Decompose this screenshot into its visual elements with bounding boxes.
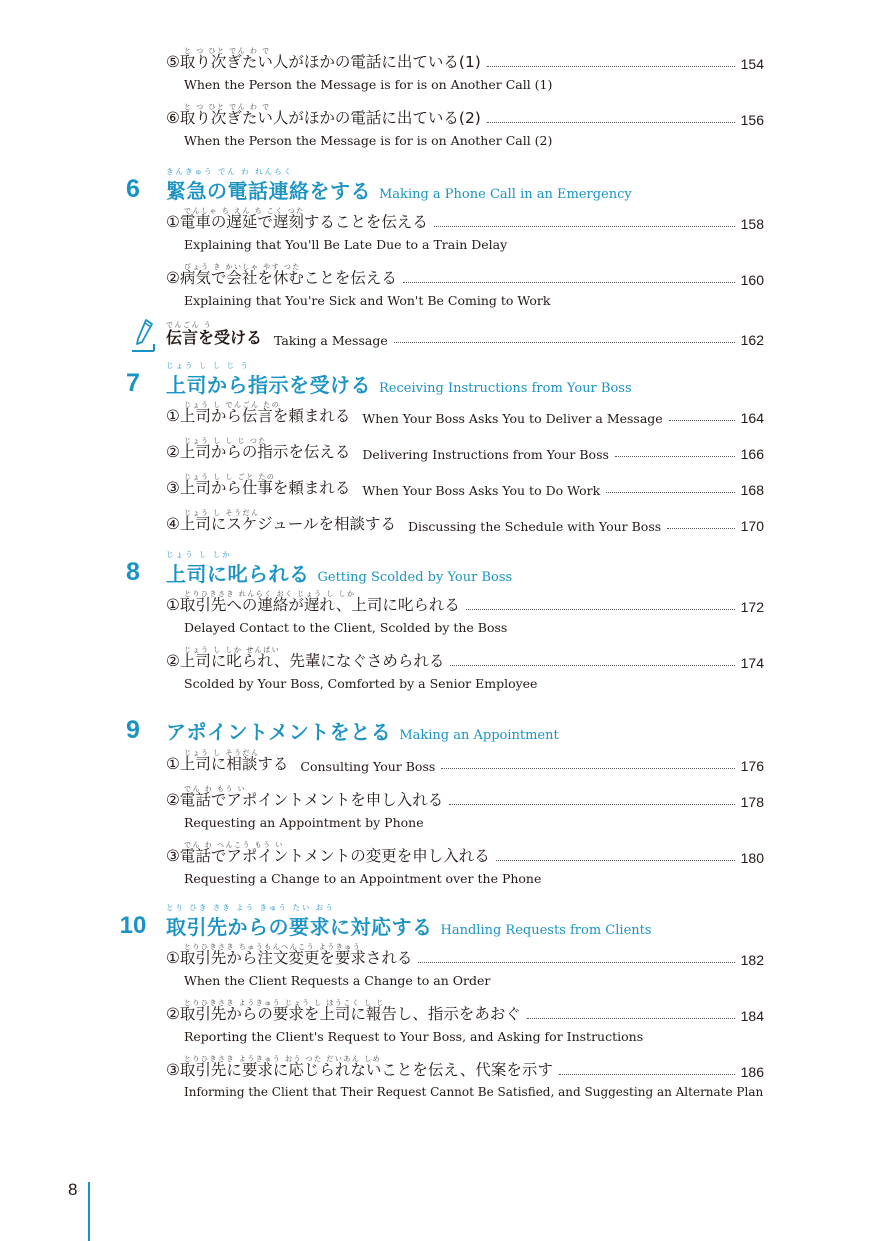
leader-dots: [559, 1074, 735, 1075]
entry-title-en: Reporting the Client's Request to Your Boss, and Asking for Instructions: [184, 1029, 644, 1044]
toc-entry: [166, 48, 764, 92]
entry-title-jp: ③取引先に要求に応じられないことを伝え、代案を示す: [166, 1061, 553, 1079]
entry-title-en: Scolded by Your Boss, Comforted by a Senior Employee: [184, 676, 538, 691]
toc-entry: [166, 438, 764, 462]
leader-dots: [450, 665, 734, 666]
furigana: きんきゅう でん わ れんらく: [166, 167, 294, 176]
toc-entry: [166, 1056, 764, 1099]
furigana: びょう き かいしゃ やす つた: [184, 263, 301, 271]
section-header: [110, 707, 770, 747]
section-header: [110, 549, 770, 589]
leader-dots: [434, 226, 735, 227]
entry-title-jp: ①取引先への連絡が遅れ、上司に叱られる: [166, 596, 460, 614]
furigana: と つ ひと でん わ で: [184, 103, 271, 111]
page-number: 172: [740, 599, 764, 615]
memo-entry: [166, 321, 764, 354]
furigana: とり ひき さき よう きゅう たい おう: [166, 903, 335, 912]
toc-entry: [166, 944, 764, 988]
entry-title-en: Delayed Contact to the Client, Scolded by the Boss: [184, 620, 508, 635]
page-number: 180: [740, 850, 764, 866]
leader-dots: [527, 1018, 735, 1019]
toc-entry: [166, 264, 764, 308]
entry-title-jp: ⑥取り次ぎたい人がほかの電話に出ている(2): [166, 109, 481, 127]
page-number: 166: [740, 446, 764, 462]
page-number: 162: [740, 332, 764, 348]
entry-title-jp: ⑤取り次ぎたい人がほかの電話に出ている(1): [166, 53, 481, 71]
leader-dots: [449, 804, 734, 805]
folio-bar: [88, 1182, 90, 1241]
entry-title-en: Informing the Client that Their Request Cannot Be Satisfied, and Suggesting an Alternate Plan: [184, 1085, 764, 1099]
section-title-jp: 上司に叱られる: [166, 562, 310, 586]
entry-title-jp: ②上司からの指示を伝える: [166, 443, 351, 461]
entry-title-en: When the Person the Message is for is on Another Call (1): [184, 77, 553, 92]
memo-title-jp: 伝言を受ける: [166, 328, 263, 347]
page-number: 168: [740, 482, 764, 498]
section-header: [110, 360, 770, 400]
page-number: 156: [740, 112, 764, 128]
section-number: 7: [126, 369, 140, 397]
page-folio: 8: [68, 1180, 78, 1199]
page-number: 170: [740, 518, 764, 534]
leader-dots: [487, 66, 735, 67]
entry-title-jp: ②電話でアポイントメントを申し入れる: [166, 791, 444, 809]
entry-title-jp: ③電話でアポイントメントの変更を申し入れる: [166, 847, 490, 865]
furigana: じょう し そうだん: [184, 509, 260, 517]
furigana: とりひきさき ようきゅう おう つた だいあん しめ: [184, 1055, 382, 1063]
furigana: とりひきさき れんらく おく じょう し しか: [184, 590, 356, 598]
furigana: でん わ へんこう もう い: [184, 841, 284, 849]
section-header: [110, 166, 770, 206]
entry-title-en: Requesting an Appointment by Phone: [184, 815, 424, 830]
section-number: 9: [126, 716, 140, 744]
entry-title-jp: ③上司から仕事を頼まれる: [166, 479, 351, 497]
toc-entry: [166, 402, 764, 426]
toc-entry: [166, 647, 764, 691]
leader-dots: [487, 122, 735, 123]
entry-title-en: Delivering Instructions from Your Boss: [362, 447, 609, 462]
entry-title-en: When the Person the Message is for is on Another Call (2): [184, 133, 553, 148]
toc-entry: [166, 1000, 764, 1044]
toc-entry: [166, 591, 764, 635]
section-title-en: Making an Appointment: [399, 728, 559, 743]
entry-title-jp: ①上司に相談する: [166, 755, 289, 773]
entry-title-en: Requesting a Change to an Appointment over the Phone: [184, 871, 542, 886]
section-number: 8: [126, 558, 140, 586]
section-title-jp: アポイントメントをとる: [166, 720, 392, 744]
section-title-jp: 緊急の電話連絡をする: [166, 179, 371, 203]
furigana: とりひきさき ちゅうもんへんこう ようきゅう: [184, 943, 362, 951]
section-title-jp: 上司から指示を受ける: [166, 373, 371, 397]
section-header: [110, 902, 770, 942]
toc-entry: [166, 208, 764, 252]
page-number: 176: [740, 758, 764, 774]
leader-dots: [403, 282, 735, 283]
page-number: 160: [740, 272, 764, 288]
page-number: 164: [740, 410, 764, 426]
entry-title-en: Discussing the Schedule with Your Boss: [407, 519, 662, 534]
furigana: じょう し し じ つた: [184, 437, 267, 445]
entry-title-jp: ①電車の遅延で遅刻することを伝える: [166, 213, 428, 231]
entry-title-jp: ①上司から伝言を頼まれる: [166, 407, 351, 425]
entry-title-jp: ②上司に叱られ、先輩になぐさめられる: [166, 652, 445, 670]
furigana: じょう し でんごん たの: [184, 401, 281, 409]
page-number: 178: [740, 794, 764, 810]
furigana: じょう し しか: [166, 550, 232, 559]
toc-entry: [166, 750, 764, 774]
entry-title-en: Explaining that You'll Be Late Due to a Train Delay: [184, 237, 508, 252]
toc-entry: [166, 786, 764, 830]
furigana: じょう し し ごと たの: [184, 473, 276, 481]
section-title-en: Making a Phone Call in an Emergency: [379, 187, 632, 202]
page-number: 158: [740, 216, 764, 232]
furigana: と つ ひと でん わ で: [184, 47, 271, 55]
entry-title-en: Consulting Your Boss: [300, 759, 436, 774]
page-number: 186: [740, 1064, 764, 1080]
furigana: でんごん う: [166, 321, 213, 329]
pencil-icon: [130, 318, 156, 354]
memo-title-en: Taking a Message: [274, 333, 388, 348]
section-title-en: Getting Scolded by Your Boss: [317, 570, 513, 585]
entry-title-en: When Your Boss Asks You to Do Work: [362, 483, 601, 498]
entry-title-jp: ②取引先からの要求を上司に報告し、指示をあおぐ: [166, 1005, 521, 1023]
entry-title-en: Explaining that You're Sick and Won't Be Coming to Work: [184, 293, 551, 308]
section-title-en: Handling Requests from Clients: [440, 923, 652, 938]
entry-title-jp: ②病気で会社を休むことを伝える: [166, 269, 397, 287]
toc-entry: [166, 104, 764, 148]
entry-title-en: When the Client Requests a Change to an Order: [184, 973, 491, 988]
leader-dots: [496, 860, 735, 861]
leader-dots: [667, 528, 734, 529]
furigana: じょう し し じ う: [166, 361, 251, 370]
leader-dots: [441, 768, 734, 769]
furigana: でん わ もう い: [184, 785, 247, 793]
entry-title-jp: ④上司にスケジュールを相談する: [166, 515, 396, 533]
leader-dots: [669, 420, 735, 421]
page-number: 154: [740, 56, 764, 72]
leader-dots: [418, 962, 734, 963]
page-number: 184: [740, 1008, 764, 1024]
page-number: 174: [740, 655, 764, 671]
leader-dots: [606, 492, 734, 493]
furigana: じょう し しか せんぱい: [184, 646, 281, 654]
leader-dots: [394, 342, 735, 343]
page-number: 182: [740, 952, 764, 968]
toc-entry: [166, 474, 764, 498]
section-title-jp: 取引先からの要求に対応する: [166, 915, 433, 939]
furigana: とりひきさき ようきゅう じょう し ほうこく し じ: [184, 999, 385, 1007]
entry-title-en: When Your Boss Asks You to Deliver a Message: [362, 411, 663, 426]
toc-entry: [166, 510, 764, 534]
entry-title-jp: ①取引先から注文変更を要求される: [166, 949, 413, 967]
section-number: 10: [119, 912, 147, 939]
toc-entry: [166, 842, 764, 886]
furigana: じょう し そうだん: [184, 749, 260, 757]
section-number: 6: [126, 175, 140, 203]
furigana: でんしゃ ち えん ち こく つた: [184, 207, 305, 215]
section-title-en: Receiving Instructions from Your Boss: [379, 381, 632, 396]
leader-dots: [466, 609, 735, 610]
leader-dots: [615, 456, 735, 457]
